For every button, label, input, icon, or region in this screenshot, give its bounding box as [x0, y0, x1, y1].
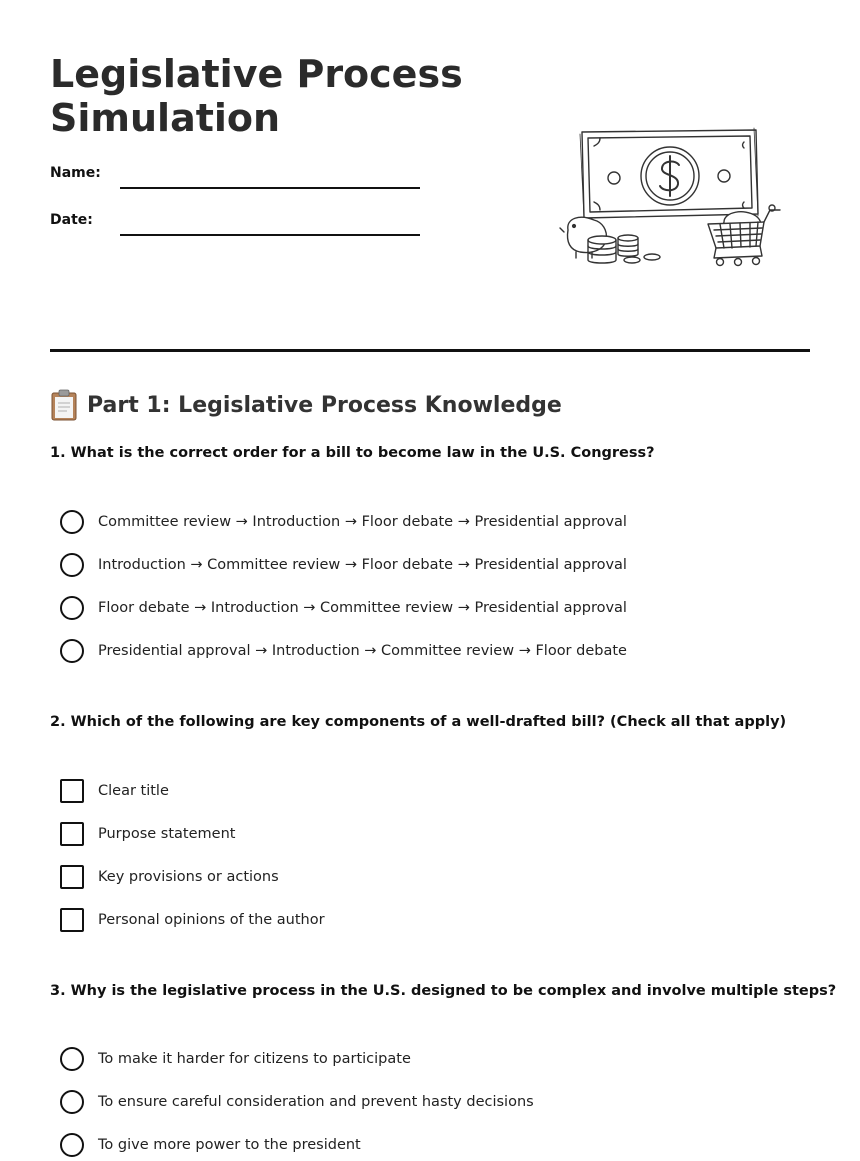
- date-field-row: [50, 211, 420, 235]
- radio-button[interactable]: [60, 639, 84, 663]
- worksheet-title: [50, 52, 510, 140]
- option-label: Presidential approval → Introduction → Committee review → Floor debate: [98, 643, 627, 659]
- part1-heading: [50, 388, 562, 422]
- radio-button[interactable]: [60, 596, 84, 620]
- question-2: 2. Which of the following are key components of a well-drafted bill? (Check all that apply): [50, 714, 787, 730]
- q2-option-1[interactable]: [60, 778, 169, 804]
- money-shopping-illustration-icon: [558, 122, 788, 272]
- name-field-row: [50, 164, 420, 188]
- checkbox[interactable]: [60, 779, 84, 803]
- name-input-line[interactable]: [120, 187, 420, 189]
- q3-option-3[interactable]: [60, 1132, 361, 1158]
- option-label: Key provisions or actions: [98, 869, 279, 885]
- q1-option-2[interactable]: [60, 552, 627, 578]
- title-line-1: Legislative Process: [50, 52, 463, 96]
- date-label: Date:: [50, 212, 93, 228]
- option-label: Personal opinions of the author: [98, 912, 325, 928]
- part1-heading-text: Part 1: Legislative Process Knowledge: [87, 392, 562, 418]
- question-3: 3. Why is the legislative process in the U.S. designed to be complex and involve multiple steps?: [50, 983, 837, 999]
- checkbox[interactable]: [60, 865, 84, 889]
- radio-button[interactable]: [60, 1047, 84, 1071]
- q3-option-2[interactable]: [60, 1089, 534, 1115]
- q2-option-4[interactable]: [60, 907, 325, 933]
- q1-option-1[interactable]: [60, 509, 627, 535]
- name-label: Name:: [50, 165, 101, 181]
- clipboard-icon: [50, 389, 78, 421]
- option-label: To ensure careful consideration and prevent hasty decisions: [98, 1094, 534, 1110]
- checkbox[interactable]: [60, 822, 84, 846]
- radio-button[interactable]: [60, 1133, 84, 1157]
- radio-button[interactable]: [60, 1090, 84, 1114]
- option-label: Purpose statement: [98, 826, 236, 842]
- radio-button[interactable]: [60, 553, 84, 577]
- q1-option-3[interactable]: [60, 595, 627, 621]
- header-divider: [50, 349, 810, 352]
- option-label: Introduction → Committee review → Floor debate → Presidential approval: [98, 557, 627, 573]
- question-1: 1. What is the correct order for a bill to become law in the U.S. Congress?: [50, 445, 655, 461]
- q1-option-4[interactable]: [60, 638, 627, 664]
- option-label: To give more power to the president: [98, 1137, 361, 1153]
- option-label: Committee review → Introduction → Floor debate → Presidential approval: [98, 514, 627, 530]
- option-label: Clear title: [98, 783, 169, 799]
- title-line-2: Simulation: [50, 96, 281, 140]
- q2-option-3[interactable]: [60, 864, 279, 890]
- radio-button[interactable]: [60, 510, 84, 534]
- q3-option-1[interactable]: [60, 1046, 411, 1072]
- option-label: To make it harder for citizens to participate: [98, 1051, 411, 1067]
- date-input-line[interactable]: [120, 234, 420, 236]
- checkbox[interactable]: [60, 908, 84, 932]
- option-label: Floor debate → Introduction → Committee review → Presidential approval: [98, 600, 627, 616]
- q2-option-2[interactable]: [60, 821, 235, 847]
